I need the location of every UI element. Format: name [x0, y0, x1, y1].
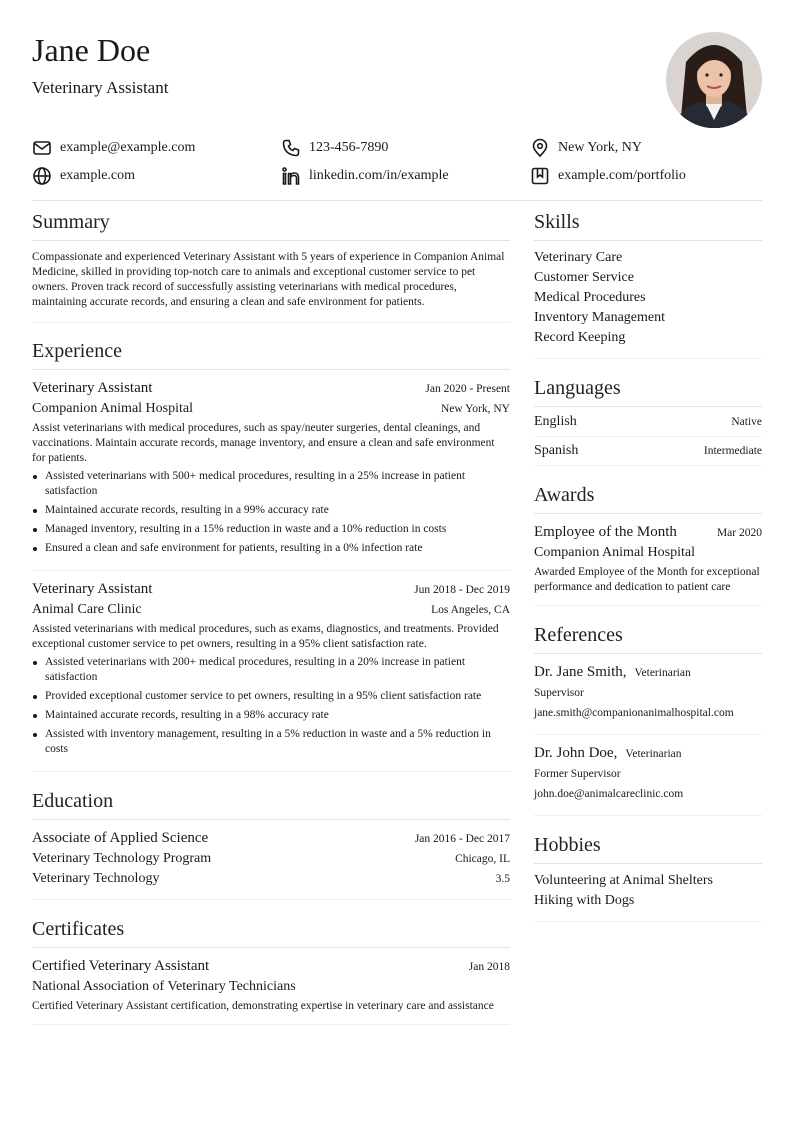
languages-heading: Languages	[534, 373, 762, 407]
job-location: Los Angeles, CA	[431, 604, 510, 616]
website-text: example.com	[60, 168, 136, 183]
contact-email[interactable]	[32, 138, 281, 158]
achievement-item: Ensured a clean and safe environment for patients, resulting in a 0% infection rate	[32, 541, 510, 556]
job-role: Veterinary Assistant	[32, 581, 153, 597]
phone-icon	[281, 138, 301, 158]
certificate-entry	[32, 948, 510, 1024]
language-level: Native	[731, 415, 762, 428]
certificates-section	[32, 914, 510, 1025]
job-company: Companion Animal Hospital	[32, 401, 193, 416]
experience-entry	[32, 570, 510, 771]
portfolio-text: example.com/portfolio	[558, 168, 686, 183]
job-role: Veterinary Assistant	[32, 380, 153, 396]
skill-item: Veterinary Care	[534, 250, 623, 265]
skills-section	[534, 207, 762, 359]
languages-section	[534, 373, 762, 466]
education-location: Chicago, IL	[455, 853, 510, 865]
reference-name: Dr. Jane Smith,	[534, 664, 627, 680]
education-section	[32, 786, 510, 900]
award-date: Mar 2020	[716, 527, 762, 539]
language-name: English	[534, 413, 577, 429]
achievement-item: Maintained accurate records, resulting in a 98% accuracy rate	[32, 708, 510, 723]
achievement-item: Maintained accurate records, resulting in a 99% accuracy rate	[32, 503, 510, 518]
education-field: Veterinary Technology	[32, 871, 160, 886]
contact-portfolio[interactable]	[530, 166, 686, 186]
references-section	[534, 620, 762, 816]
certificate-name: Certified Veterinary Assistant	[32, 958, 210, 974]
achievement-item: Provided exceptional customer service to pet owners, resulting in a 95% client satisfaction rate	[32, 689, 510, 704]
mail-icon	[32, 138, 52, 158]
skill-item: Inventory Management	[534, 310, 666, 325]
reference-email[interactable]: jane.smith@companionanimalhospital.com	[534, 707, 734, 719]
language-name: Spanish	[534, 443, 579, 458]
job-location: New York, NY	[440, 403, 510, 415]
education-heading: Education	[32, 786, 510, 820]
language-item	[534, 436, 762, 465]
linkedin-icon	[281, 166, 301, 186]
awards-heading: Awards	[534, 480, 762, 514]
profile-photo	[666, 32, 762, 128]
education-program: Veterinary Technology Program	[32, 851, 212, 866]
contact-info	[32, 134, 762, 190]
candidate-name: Jane Doe	[32, 32, 151, 68]
language-level: Intermediate	[703, 445, 762, 457]
achievement-item: Assisted veterinarians with 200+ medical procedures, resulting in a 20% increase in patient satisfaction	[32, 655, 510, 685]
contact-linkedin[interactable]	[281, 166, 530, 186]
job-date: Jun 2018 - Dec 2019	[414, 584, 510, 596]
email-text: example@example.com	[60, 140, 196, 155]
skills-heading: Skills	[534, 207, 762, 241]
achievement-item: Managed inventory, resulting in a 15% reduction in waste and a 10% reduction in costs	[32, 522, 510, 537]
award-description: Awarded Employee of the Month for exceptional performance and dedication to patient care	[534, 566, 760, 593]
contact-location	[530, 138, 642, 158]
award-entry	[534, 514, 762, 605]
award-name: Employee of the Month	[534, 524, 677, 540]
job-achievements	[32, 655, 510, 757]
globe-icon	[32, 166, 52, 186]
job-description: Assist veterinarians with medical procedures, such as spay/neuter surgeries, dental cleanings, and vaccinations. Maintain accurate records, manage inventory, and ensure a clean and safe environment for patients.	[32, 422, 495, 464]
hobby-item: Hiking with Dogs	[534, 893, 635, 908]
award-org: Companion Animal Hospital	[534, 545, 695, 560]
job-title: Veterinary Assistant	[32, 78, 169, 97]
hobbies-section	[534, 830, 762, 922]
experience-section	[32, 336, 510, 772]
skill-item: Customer Service	[534, 270, 634, 285]
summary-text: Compassionate and experienced Veterinary Assistant with 5 years of experience in Companion Animal Medicine, skilled in providing top-notch care to animals and exceptional customer service to pet owners. Proven track record of successfully assisting veterinarians with medical procedures, maintaining accurate records, and ensuring a clean and safe environment for patients.	[32, 251, 505, 308]
phone-text: 123-456-7890	[309, 140, 389, 155]
side-column	[534, 207, 762, 922]
job-achievements	[32, 469, 510, 556]
main-column	[32, 207, 510, 1025]
portfolio-icon	[530, 166, 550, 186]
profile-photo-image	[666, 32, 762, 128]
certificate-date: Jan 2018	[468, 961, 510, 973]
job-company: Animal Care Clinic	[32, 602, 142, 617]
reference-position: Veterinarian	[634, 667, 691, 679]
contact-phone[interactable]	[281, 138, 530, 158]
reference-role: Former Supervisor	[534, 768, 621, 780]
skill-item: Medical Procedures	[534, 290, 646, 305]
header-divider	[32, 200, 762, 201]
reference-entry	[534, 734, 762, 815]
language-item	[534, 407, 762, 436]
hobby-item: Volunteering at Animal Shelters	[534, 873, 713, 888]
job-date: Jan 2020 - Present	[425, 383, 510, 395]
certificate-description: Certified Veterinary Assistant certification, demonstrating expertise in veterinary care and assistance	[32, 1000, 494, 1012]
reference-name: Dr. John Doe,	[534, 745, 618, 761]
education-date: Jan 2016 - Dec 2017	[414, 833, 510, 845]
education-gpa: 3.5	[495, 873, 510, 885]
education-entry	[32, 820, 510, 899]
experience-entry	[32, 370, 510, 570]
certificate-issuer: National Association of Veterinary Technicians	[32, 979, 296, 994]
reference-email[interactable]: john.doe@animalcareclinic.com	[534, 788, 684, 800]
awards-section	[534, 480, 762, 606]
location-pin-icon	[530, 138, 550, 158]
skill-item: Record Keeping	[534, 330, 626, 345]
certificates-heading: Certificates	[32, 914, 510, 948]
location-text: New York, NY	[558, 140, 643, 155]
job-description: Assisted veterinarians with medical procedures, such as exams, diagnostics, and treatments. Provided exceptional customer service to pet owners, resulting in a 95% client satisfaction rate.	[32, 623, 499, 650]
experience-heading: Experience	[32, 336, 510, 370]
degree-name: Associate of Applied Science	[32, 830, 209, 846]
linkedin-text: linkedin.com/in/example	[309, 168, 449, 183]
reference-position: Veterinarian	[625, 748, 682, 760]
summary-heading: Summary	[32, 207, 510, 241]
achievement-item: Assisted veterinarians with 500+ medical procedures, resulting in a 25% increase in patient satisfaction	[32, 469, 510, 499]
reference-entry	[534, 654, 762, 734]
summary-section	[32, 207, 510, 323]
contact-website[interactable]	[32, 166, 281, 186]
reference-role: Supervisor	[534, 687, 584, 699]
hobbies-heading: Hobbies	[534, 830, 762, 864]
references-heading: References	[534, 620, 762, 654]
achievement-item: Assisted with inventory management, resulting in a 5% reduction in waste and a 5% reduction in costs	[32, 727, 510, 757]
